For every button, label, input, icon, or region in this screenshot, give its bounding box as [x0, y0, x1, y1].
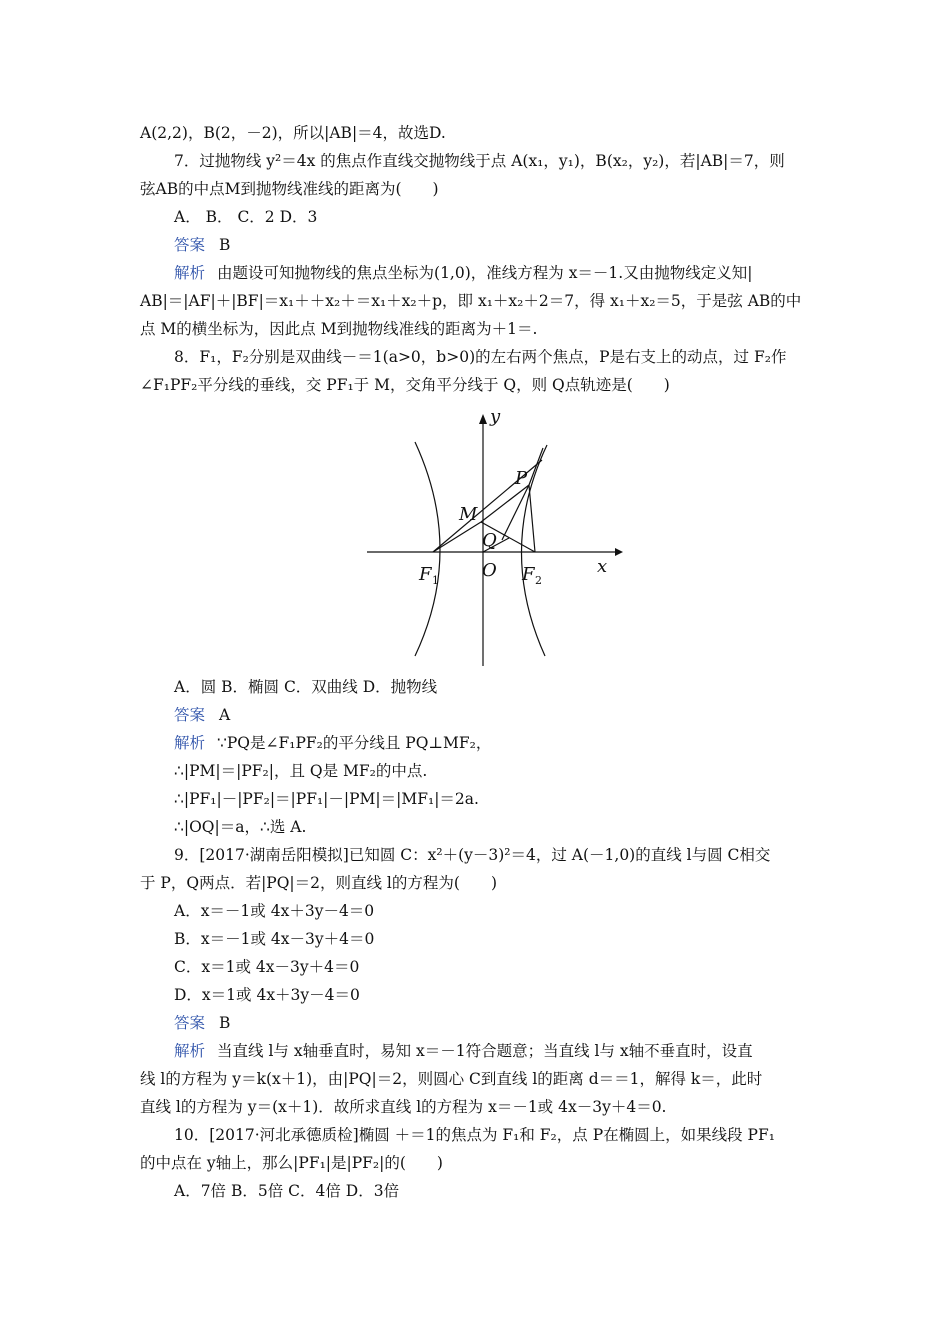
question-9-line-2: 于 P，Q两点．若|PQ|＝2，则直线 l的方程为( ): [140, 874, 497, 892]
label-F2: F: [522, 564, 535, 585]
question-7-answer: [174, 235, 820, 255]
question-7-options: A． B． C．2 D．3: [174, 208, 318, 226]
question-8-solution-1: [174, 733, 820, 753]
question-9-solution-1: [174, 1041, 820, 1061]
question-9-solution-2: 线 l的方程为 y＝k(x＋1)，由|PQ|＝2，则圆心 C到直线 l的距离 d＝＝1，解得 k＝，此时: [140, 1070, 763, 1088]
label-F1: F: [419, 564, 432, 585]
question-9-option-a: A．x＝－1或 4x＋3y－4＝0: [174, 902, 375, 920]
answer-value: A: [219, 706, 231, 724]
line-P-F2: [529, 485, 535, 552]
solution-text: 由题设可知抛物线的焦点坐标为(1,0)，准线方程为 x＝－1.又由抛物线定义知|: [217, 264, 753, 282]
question-10-options: A．7倍 B．5倍 C．4倍 D．3倍: [174, 1182, 400, 1200]
hyperbola-diagram: [357, 400, 629, 672]
answer-tag: 答案: [174, 706, 206, 724]
question-8-answer: [174, 705, 820, 725]
question-10-line-1: 10．[2017·河北承德质检]椭圆 ＋＝1的焦点为 F₁和 F₂，点 P在椭圆上，如果线段 PF₁: [174, 1126, 775, 1144]
label-M: M: [459, 504, 478, 525]
solution-text: 当直线 l与 x轴垂直时，易知 x＝－1符合题意；当直线 l与 x轴不垂直时，设直: [217, 1042, 753, 1060]
question-8-line-1: 8．F₁，F₂分别是双曲线－＝1(a>0，b>0)的左右两个焦点，P是右支上的动点，过 F₂作: [174, 348, 787, 366]
solution-tag: 解析: [174, 264, 206, 282]
label-O: O: [482, 560, 497, 581]
question-8-solution-3: ∴|PF₁|－|PF₂|＝|PF₁|－|PM|＝|MF₁|＝2a.: [174, 790, 479, 808]
question-8-solution-2: ∴|PM|＝|PF₂|，且 Q是 MF₂的中点.: [174, 762, 428, 780]
question-7-line-1: 7．过抛物线 y²＝4x 的焦点作直线交抛物线于点 A(x₁，y₁)，B(x₂，y₂)，若|AB|＝7，则: [174, 152, 785, 170]
solution-tag: 解析: [174, 1042, 206, 1060]
label-F1-sub: 1: [432, 574, 439, 587]
answer-value: B: [219, 236, 231, 254]
y-axis-arrow: [479, 414, 487, 424]
question-7-line-2: 弦AB的中点M到抛物线准线的距离为( ): [140, 180, 439, 198]
question-7-solution-1: [174, 263, 820, 283]
hyperbola-figure: [357, 400, 629, 672]
question-8-options: A．圆 B．椭圆 C．双曲线 D．抛物线: [174, 678, 438, 696]
answer-value: B: [219, 1014, 231, 1032]
question-7-solution-3: 点 M的横坐标为，因此点 M到抛物线准线的距离为＋1＝.: [140, 320, 538, 338]
question-7-solution-2: AB|＝|AF|＋|BF|＝x₁＋＋x₂＋＝x₁＋x₂＋p，即 x₁＋x₂＋2＝7，得 x₁＋x₂＝5，于是弦 AB的中: [140, 292, 802, 310]
question-9-option-c: C．x＝1或 4x－3y＋4＝0: [174, 958, 360, 976]
line-P-extension: [529, 448, 543, 485]
question-8-solution-4: ∴|OQ|＝a，∴选 A.: [174, 818, 307, 836]
line-1: A(2,2)，B(2，－2)，所以|AB|＝4，故选D.: [140, 124, 446, 142]
question-8-line-2: ∠F₁PF₂平分线的垂线，交 PF₁于 M，交角平分线于 Q，则 Q点轨迹是( ): [140, 376, 670, 394]
label-Q: Q: [482, 530, 497, 551]
label-F2-sub: 2: [535, 574, 542, 587]
label-y: y: [490, 406, 501, 427]
answer-tag: 答案: [174, 236, 206, 254]
question-9-solution-3: 直线 l的方程为 y＝(x＋1)．故所求直线 l的方程为 x＝－1或 4x－3y＋4＝0.: [140, 1098, 667, 1116]
question-9-answer: [174, 1013, 820, 1033]
question-10-line-2: 的中点在 y轴上，那么|PF₁|是|PF₂|的( ): [140, 1154, 443, 1172]
answer-tag: 答案: [174, 1014, 206, 1032]
solution-text: ∵PQ是∠F₁PF₂的平分线且 PQ⊥MF₂，: [217, 734, 492, 752]
label-P: P: [515, 468, 528, 489]
question-9-option-d: D．x＝1或 4x＋3y－4＝0: [174, 986, 360, 1004]
solution-tag: 解析: [174, 734, 206, 752]
label-x: x: [597, 556, 608, 577]
question-9-line-1: 9．[2017·湖南岳阳模拟]已知圆 C：x²＋(y－3)²＝4，过 A(－1,0)的直线 l与圆 C相交: [174, 846, 771, 864]
question-9-option-b: B．x＝－1或 4x－3y＋4＝0: [174, 930, 375, 948]
x-axis-arrow: [615, 548, 623, 556]
